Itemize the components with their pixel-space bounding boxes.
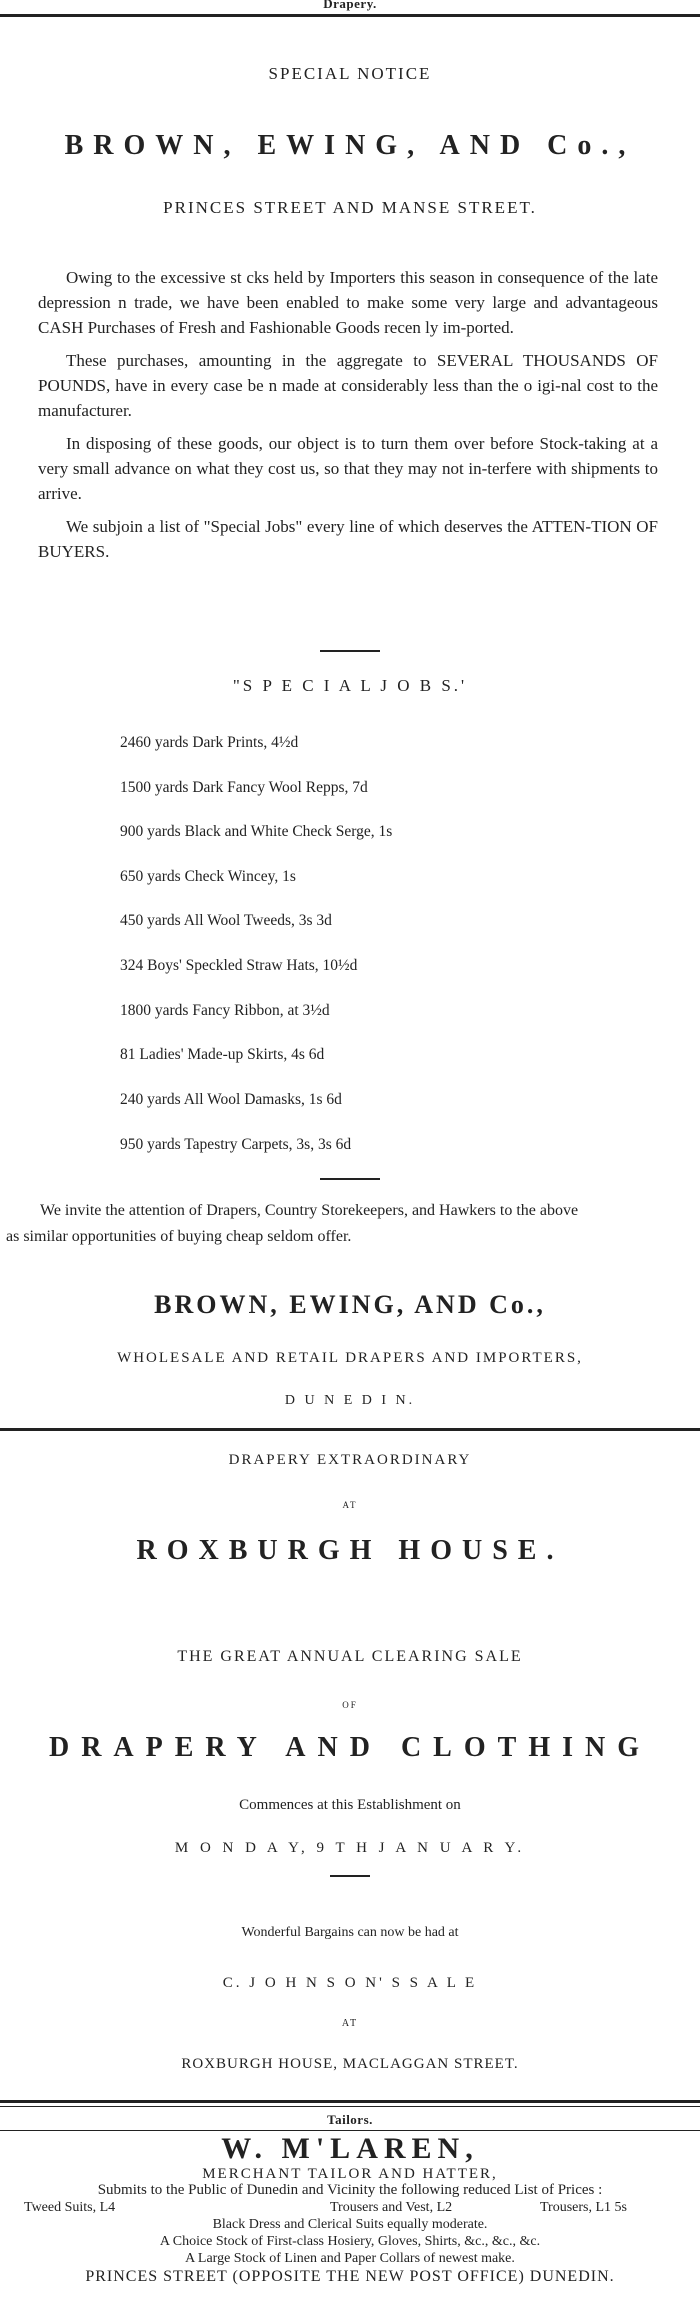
- notice-heading: SPECIAL NOTICE: [268, 64, 432, 83]
- firm-address: PRINCES STREET AND MANSE STREET.: [163, 198, 537, 217]
- notice-paragraph: These purchases, amounting in the aggregate to SEVERAL THOUSANDS OF POUNDS, have in every case be n made at considerably less than the o igi-nal cost to the manufacturer.: [38, 351, 658, 420]
- short-divider: [320, 1178, 380, 1180]
- price-item: Trousers and Vest, L2: [330, 2200, 453, 2215]
- sale-goods: DRAPERY AND CLOTHING: [48, 1732, 651, 1763]
- section-divider: [0, 1428, 700, 1431]
- short-divider: [320, 650, 380, 652]
- bargains-line: Wonderful Bargains can now be had at: [241, 1925, 459, 1940]
- section-label-drapery: Drapery.: [323, 0, 377, 11]
- sale-at: AT: [341, 2018, 359, 2029]
- short-divider: [330, 1875, 370, 1877]
- sale-commences: Commences at this Establishment on: [239, 1797, 461, 1813]
- notice-paragraph: In disposing of these goods, our object is to turn them over before Stock-taking at a very small advance on what they cost us, so that they may not in-terfere with shipments to arrive.: [38, 434, 658, 503]
- signature-city: D U N E D I N.: [284, 1393, 416, 1408]
- sale-title: THE GREAT ANNUAL CLEARING SALE: [177, 1648, 523, 1665]
- job-line: 81 Ladies' Made-up Skirts, 4s 6d: [120, 1046, 325, 1063]
- notice-paragraph: We subjoin a list of "Special Jobs" every line of which deserves the ATTEN-TION OF BUYERS.: [38, 517, 658, 561]
- tailor-line: A Large Stock of Linen and Paper Collars of newest make.: [185, 2251, 515, 2266]
- signature-firm: BROWN, EWING, AND Co.,: [154, 1290, 546, 1319]
- jobs-heading: "S P E C I A L J O B S.': [232, 676, 468, 695]
- job-line: 950 yards Tapestry Carpets, 3s, 3s 6d: [120, 1136, 352, 1153]
- tailor-intro: Submits to the Public of Dunedin and Vicinity the following reduced List of Prices :: [97, 2182, 603, 2198]
- closing-line: as similar opportunities of buying cheap seldom offer.: [6, 1228, 352, 1245]
- top-divider: [0, 14, 700, 17]
- sale-of: OF: [342, 1700, 358, 1710]
- tailor-name: W. M'LAREN,: [221, 2132, 479, 2165]
- firm-name: BROWN, EWING, AND Co.,: [64, 130, 636, 161]
- tailor-line: A Choice Stock of First-class Hosiery, Gloves, Shirts, &c., &c., &c.: [159, 2234, 541, 2249]
- job-line: 1800 yards Fancy Ribbon, at 3½d: [120, 1002, 330, 1019]
- section-divider-thin: [0, 2106, 700, 2107]
- signature-trade: WHOLESALE AND RETAIL DRAPERS AND IMPORTERS,: [117, 1350, 583, 1366]
- roxburgh-at: AT: [342, 1500, 358, 1510]
- section-label-tailors: Tailors.: [327, 2112, 373, 2127]
- job-line: 1500 yards Dark Fancy Wool Repps, 7d: [120, 779, 368, 796]
- roxburgh-house-title: ROXBURGH HOUSE.: [136, 1535, 564, 1566]
- price-item: Tweed Suits, L4: [24, 2200, 116, 2215]
- job-line: 650 yards Check Wincey, 1s: [120, 868, 296, 885]
- price-item: Trousers, L1 5s: [540, 2200, 627, 2215]
- job-line: 2460 yards Dark Prints, 4½d: [120, 734, 299, 751]
- sale-date: M O N D A Y, 9 T H J A N U A R Y.: [174, 1840, 526, 1856]
- roxburgh-heading: DRAPERY EXTRAORDINARY: [228, 1452, 472, 1468]
- notice-body: [38, 265, 658, 572]
- closing-line: We invite the attention of Drapers, Country Storekeepers, and Hawkers to the above: [40, 1202, 579, 1219]
- job-line: 450 yards All Wool Tweeds, 3s 3d: [120, 912, 332, 929]
- roxburgh-address: ROXBURGH HOUSE, MACLAGGAN STREET.: [181, 2056, 519, 2072]
- tailor-trade: MERCHANT TAILOR AND HATTER,: [202, 2166, 498, 2182]
- section-divider: [0, 2100, 700, 2103]
- notice-paragraph: Owing to the excessive st cks held by Importers this season in consequence of the late depression n trade, we have been enabled to make some very large and advantageous CASH Purchases of Fresh and Fashionable Goods recen ly im-ported.: [38, 268, 658, 337]
- job-line: 324 Boys' Speckled Straw Hats, 10½d: [120, 957, 358, 974]
- job-line: 240 yards All Wool Damasks, 1s 6d: [120, 1091, 342, 1108]
- tailor-address: PRINCES STREET (OPPOSITE THE NEW POST OFFICE) DUNEDIN.: [85, 2268, 615, 2285]
- job-line: 900 yards Black and White Check Serge, 1s: [120, 823, 393, 840]
- tailors-divider: [0, 2130, 700, 2131]
- sale-name: C. J O H N S O N' S S A L E: [222, 1975, 478, 1991]
- tailor-line: Black Dress and Clerical Suits equally moderate.: [212, 2217, 488, 2232]
